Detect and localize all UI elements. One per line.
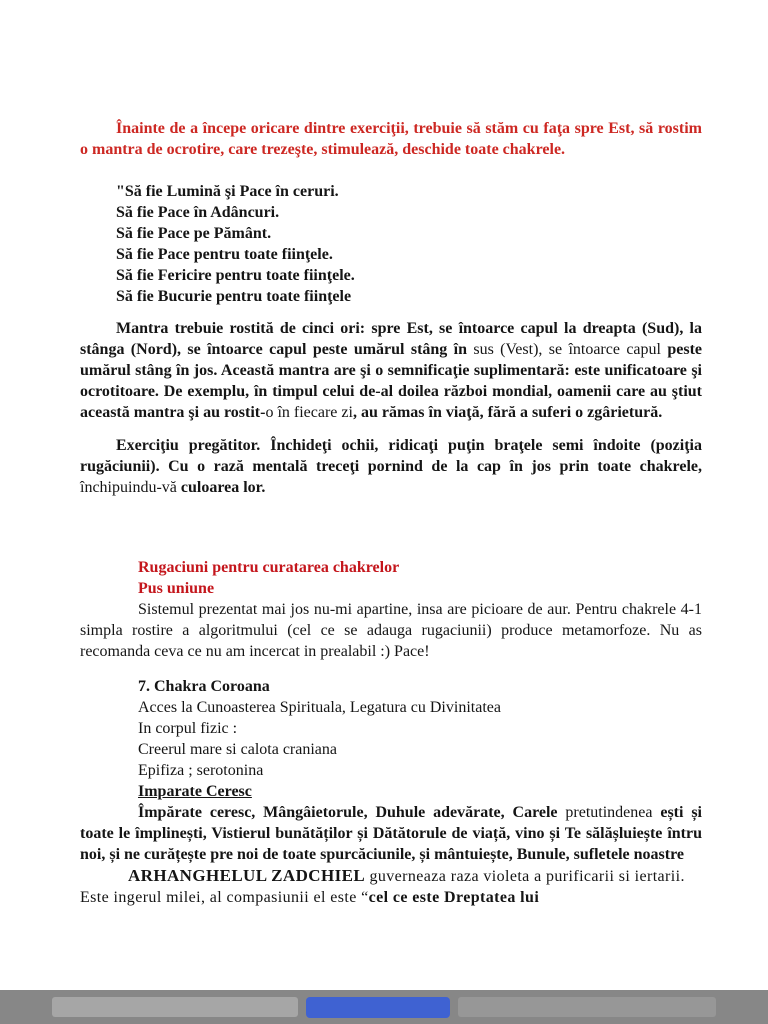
section-headings-red <box>138 557 702 599</box>
prayer-bold-2: ești și toate le împlinești, Vistierul bunătăților și Dătătorule de viață, vino și Te sălășluiește întru noi, și ne curățește pre noi de toate spurcăciunile, și mântuiește, Bunule, sufletele noastre <box>80 804 702 863</box>
sistemul-paragraph: Sistemul prezentat mai jos nu-mi apartine, insa are picioare de aur. Pentru chakrele 4-1 simpla rostire a algoritmului (cel ce se adauga rugaciunii) produce metamorfoze. Nu as recomanda ceva ce nu am incercat in prealabil :) Pace! <box>80 601 702 660</box>
invocation-line: Să fie Pace pentru toate fiinţele. <box>116 246 333 263</box>
zadchiel-paragraph <box>80 865 702 908</box>
prayer-paragraph <box>80 802 702 865</box>
mantra-bold-1: Mantra trebuie rostită de cinci ori: spre Est, se întoarce capul la dreapta (Sud), la stânga (Nord), se întoarce capul peste umărul stâng în <box>80 320 702 358</box>
zadchiel-quote-bold: cel ce este Dreptatea lui <box>368 889 540 906</box>
exercise-bold-2: culoarea lor. <box>180 479 266 496</box>
imparate-ceresc-heading: Imparate Ceresc <box>138 783 252 800</box>
mantra-bold-2: peste umărul stâng în jos. Această mantra are şi o semnificaţie suplimentară: este unificatoare şi ocrotitoare. De exemplu, în timpul celui de-al doilea război mondial, oamenii care au ştiut această mantra şi au rostit- <box>80 341 702 421</box>
invocation-line: "Să fie Lumină şi Pace în ceruri. <box>116 183 339 200</box>
invocation-line: Să fie Bucurie pentru toate fiinţele <box>116 288 352 305</box>
toolbar-left-segment <box>52 997 298 1017</box>
heading-rugaciuni: Rugaciuni pentru curatarea chakrelor <box>138 559 400 576</box>
bottom-toolbar <box>0 990 768 1024</box>
chakra-line: In corpul fizic : <box>138 720 238 737</box>
invocation-verse-block <box>116 181 702 307</box>
chakra-line: Creerul mare si calota craniana <box>138 741 337 758</box>
chakra-description-block <box>138 697 702 781</box>
intro-paragraph-red: Înainte de a începe oricare dintre exerciţii, trebuie să stăm cu faţa spre Est, să rostim o mantra de ocrotire, care trezeşte, stimulează, deschide toate chakrele. <box>80 120 702 158</box>
mantra-regular-2: o în fiecare zi <box>265 404 353 421</box>
exercise-paragraph <box>80 435 702 498</box>
exercise-regular-1: închipuindu-vă <box>80 479 181 496</box>
mantra-bold-3: , au rămas în viaţă, fără a suferi o zgârietură. <box>352 404 663 421</box>
invocation-line: Să fie Pace în Adâncuri. <box>116 204 280 221</box>
exercise-bold-1: Exerciţiu pregătitor. Închideţi ochii, ridicaţi puţin braţele semi îndoite (poziţia rugăciunii). Cu o rază mentală treceţi pornind de la cap în jos prin toate chakrele, <box>80 437 702 475</box>
chakra-line: Epifiza ; serotonina <box>138 762 264 779</box>
invocation-line: Să fie Fericire pentru toate fiinţele. <box>116 267 355 284</box>
chakra-coroana-heading: 7. Chakra Coroana <box>138 678 270 695</box>
toolbar-blue-button[interactable] <box>306 997 450 1018</box>
document-text-block <box>80 118 702 908</box>
heading-pus-uniune: Pus uniune <box>138 580 215 597</box>
toolbar-right-segment <box>458 997 716 1017</box>
zadchiel-regular: guverneaza raza violeta a purificarii si iertarii. Este ingerul milei, al compasiunii el este “ <box>80 868 685 906</box>
mantra-paragraph <box>80 318 702 423</box>
prayer-bold-1: Împărate ceresc, Mângâietorule, Duhule adevărate, Carele <box>138 804 566 821</box>
chakra-line: Acces la Cunoasterea Spirituala, Legatura cu Divinitatea <box>138 699 501 716</box>
invocation-line: Să fie Pace pe Pământ. <box>116 225 272 242</box>
mantra-regular-1: sus (Vest), se întoarce capul <box>473 341 668 358</box>
zadchiel-name-bold: ARHANGHELUL ZADCHIEL <box>128 866 366 885</box>
prayer-regular-1: pretutindenea <box>565 804 661 821</box>
